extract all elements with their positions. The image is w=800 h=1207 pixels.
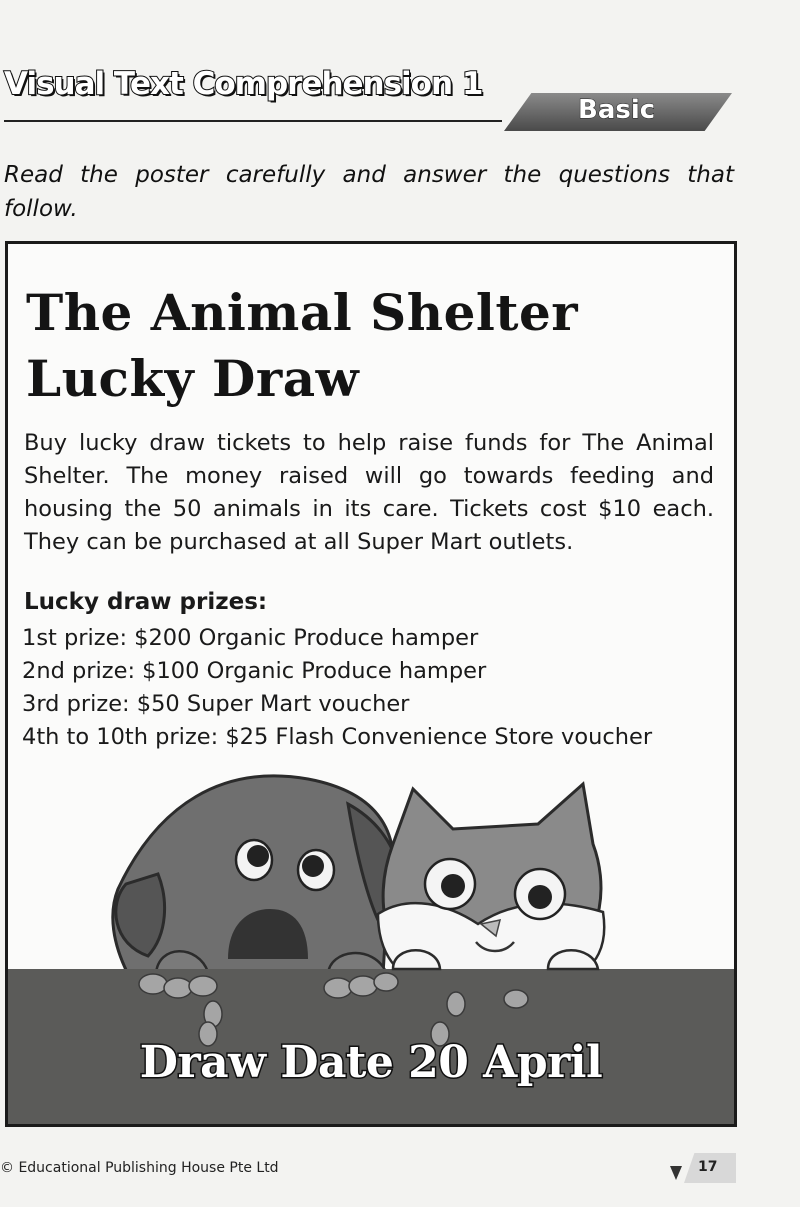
page-number: 17: [698, 1159, 718, 1175]
poster-title-line2: Lucky Draw: [26, 349, 360, 408]
poster-title-line1: The Animal Shelter: [26, 283, 579, 342]
prizes-list: [22, 622, 652, 754]
poster-title: [26, 280, 706, 412]
header-divider: [4, 120, 502, 122]
prize-item-3: 3rd prize: $50 Super Mart voucher: [22, 691, 410, 717]
draw-date-banner: Draw Date 20 April: [139, 1037, 603, 1088]
prize-item-4: 4th to 10th prize: $25 Flash Convenience Store voucher: [22, 724, 653, 750]
triangle-marker-icon: [670, 1166, 682, 1180]
level-label: Basic: [578, 95, 656, 125]
poster-description: Buy lucky draw tickets to help raise funds for The Animal Shelter. The money raised will go towards feeding and housing the 50 animals in its care. Tickets cost $10 each. They can be purchased at all Super Mart outlets.: [24, 430, 714, 555]
prize-item-2: 2nd prize: $100 Organic Produce hamper: [22, 658, 487, 684]
instructions-text: Read the poster carefully and answer the questions that follow.: [4, 162, 734, 222]
dog-icon: [113, 776, 403, 974]
poster: [5, 241, 737, 1127]
copyright-text: © Educational Publishing House Pte Ltd: [0, 1160, 279, 1176]
section-title: Visual Text Comprehension 1: [4, 66, 483, 102]
prize-item-1: 1st prize: $200 Organic Produce hamper: [22, 625, 479, 651]
prizes-heading: Lucky draw prizes:: [24, 589, 268, 615]
